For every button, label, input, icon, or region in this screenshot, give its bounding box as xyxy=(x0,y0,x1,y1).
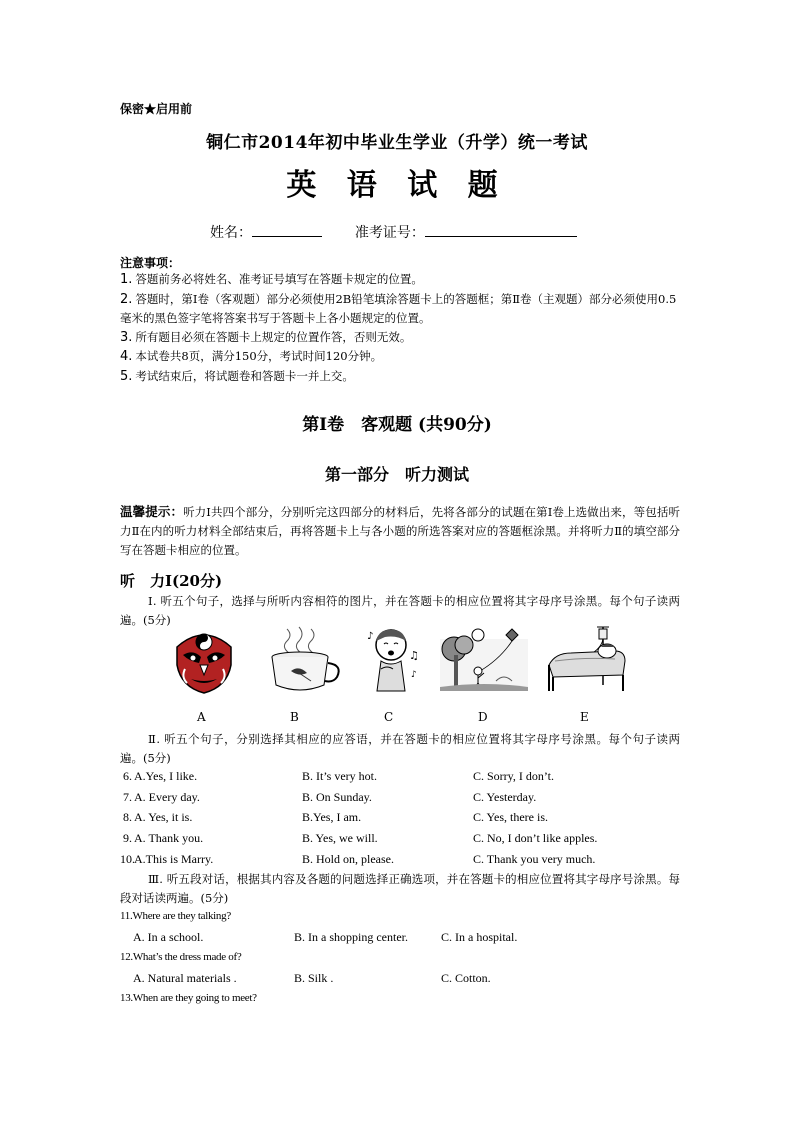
id-label: 准考证号： xyxy=(354,225,425,241)
notice-num: 5. xyxy=(120,368,133,384)
option-b: B. Hold on, please. xyxy=(302,852,394,866)
tea-cup-icon xyxy=(265,625,345,695)
question-number: 9. xyxy=(123,831,132,845)
notice-item xyxy=(120,270,680,290)
svg-text:♪: ♪ xyxy=(367,631,374,642)
notice-num: 4. xyxy=(120,349,133,364)
notice-item xyxy=(120,367,680,387)
notice-text: 本试卷共8页，满分150分，考试时间120分钟。 xyxy=(135,349,383,363)
question-number: 10. xyxy=(120,852,135,866)
notice-num: 2. xyxy=(120,291,133,307)
tip-text: 听力Ⅰ共四个部分，分别听完这四部分的材料后，先将各部分的试题在第Ⅰ卷上选做出来，等包括听力Ⅱ在内的听力材料全部结束后，再将答题卡上与各小题的所选答案对应的答题框涂黑。并将听力Ⅱ的填空部分写在答题卡相应的位置。 xyxy=(120,505,680,557)
option-a: A. Yes, it is. xyxy=(134,810,193,824)
singing-boy-icon xyxy=(365,625,420,695)
question-text: 13.When are they going to meet? xyxy=(120,992,257,1004)
volume-title: 第Ⅰ卷 客观题 (共90分) xyxy=(302,415,492,435)
question-number: 7. xyxy=(123,790,132,804)
option-b: B. Yes, we will. xyxy=(302,831,378,845)
option-c: C. Yesterday. xyxy=(473,790,537,804)
option-a: A. Every day. xyxy=(134,790,200,804)
notice-item xyxy=(120,290,680,328)
picture-row xyxy=(165,625,645,695)
exam-title: 铜仁市2014年初中毕业生学业（升学）统一考试 xyxy=(206,133,588,153)
tip-label: 温馨提示： xyxy=(120,504,184,519)
picture-letter: D xyxy=(478,710,488,724)
option-c: C. In a hospital. xyxy=(441,930,518,944)
kite-tree-icon xyxy=(440,625,528,695)
tip-paragraph xyxy=(120,502,680,560)
option-c: C. No, I don’t like apples. xyxy=(473,831,598,845)
notice-text: 所有题目必须在答题卡上规定的位置作答，否则无效。 xyxy=(135,329,412,344)
option-c: C. Yes, there is. xyxy=(473,810,549,824)
option-b: B. It’s very hot. xyxy=(302,769,377,783)
option-b: B. On Sunday. xyxy=(302,790,372,804)
option-a: A.Yes, I like. xyxy=(134,769,198,783)
subject-title: 英 语 试 题 xyxy=(286,168,508,203)
notice-heading: 注意事项： xyxy=(120,256,181,270)
option-b: B. In a shopping center. xyxy=(294,930,408,944)
picture-letter: B xyxy=(290,710,299,724)
svg-text:♫: ♫ xyxy=(409,649,419,662)
question-number: 6. xyxy=(123,769,132,783)
option-c: C. Sorry, I don’t. xyxy=(473,769,554,783)
notice-item xyxy=(120,347,680,367)
notice-num: 1. xyxy=(120,272,133,287)
picture-letter: C xyxy=(384,710,394,724)
option-c: C. Cotton. xyxy=(441,971,491,985)
notice-text: 考试结束后，将试题卷和答题卡一并上交。 xyxy=(135,368,354,383)
notice-text: 答题时，第Ⅰ卷（客观题）部分必须使用2B铅笔填涂答题卡上的答题框；第Ⅱ卷（主观题）部分必须使用0.5毫米的黑色签字笔将答案书写于答题卡上各小题规定的位置。 xyxy=(120,291,677,325)
option-b: B. Silk . xyxy=(294,971,334,985)
option-a: A. In a school. xyxy=(133,930,204,944)
part-title: 第一部分 听力测试 xyxy=(324,465,469,484)
question-number: 8. xyxy=(123,810,132,824)
option-a: A. Natural materials . xyxy=(133,971,237,985)
question-text: 12.What’s the dress made of? xyxy=(120,951,242,963)
id-blank xyxy=(425,222,577,237)
svg-text:♪: ♪ xyxy=(411,670,417,680)
hospital-bed-icon xyxy=(545,625,627,695)
option-b: B.Yes, I am. xyxy=(302,810,362,824)
question-text: 11.Where are they talking? xyxy=(120,910,231,922)
option-a: A. Thank you. xyxy=(134,831,204,845)
picture-letter: A xyxy=(197,710,206,724)
notice-text: 答题前务必将姓名、准考证号填写在答题卡规定的位置。 xyxy=(135,272,423,286)
section2-instruction: Ⅱ. 听五个句子，分别选择其相应的应答语，并在答题卡的相应位置将其字母序号涂黑。每个句子读两遍。(5分) xyxy=(120,732,680,765)
listening-heading: 听 力Ⅰ(20分) xyxy=(120,572,223,590)
section1-instruction: Ⅰ. 听五个句子，选择与所听内容相符的图片，并在答题卡的相应位置将其字母序号涂黑。每个句子读两遍。(5分) xyxy=(120,594,680,627)
notice-item xyxy=(120,328,680,348)
candidate-info-row xyxy=(210,222,577,242)
option-a: A.This is Marry. xyxy=(134,852,214,866)
picture-letter: E xyxy=(580,710,589,724)
option-c: C. Thank you very much. xyxy=(473,852,596,866)
notice-list xyxy=(120,270,680,386)
opera-mask-icon xyxy=(173,625,235,695)
name-label: 姓名： xyxy=(210,225,252,241)
name-blank xyxy=(252,222,322,237)
notice-num: 3. xyxy=(120,329,133,345)
confidential-mark: 保密★启用前 xyxy=(120,102,193,116)
section3-instruction: Ⅲ. 听五段对话，根据其内容及各题的问题选择正确选项，并在答题卡的相应位置将其字母序号涂黑。每段对话读两遍。(5分) xyxy=(120,872,680,905)
